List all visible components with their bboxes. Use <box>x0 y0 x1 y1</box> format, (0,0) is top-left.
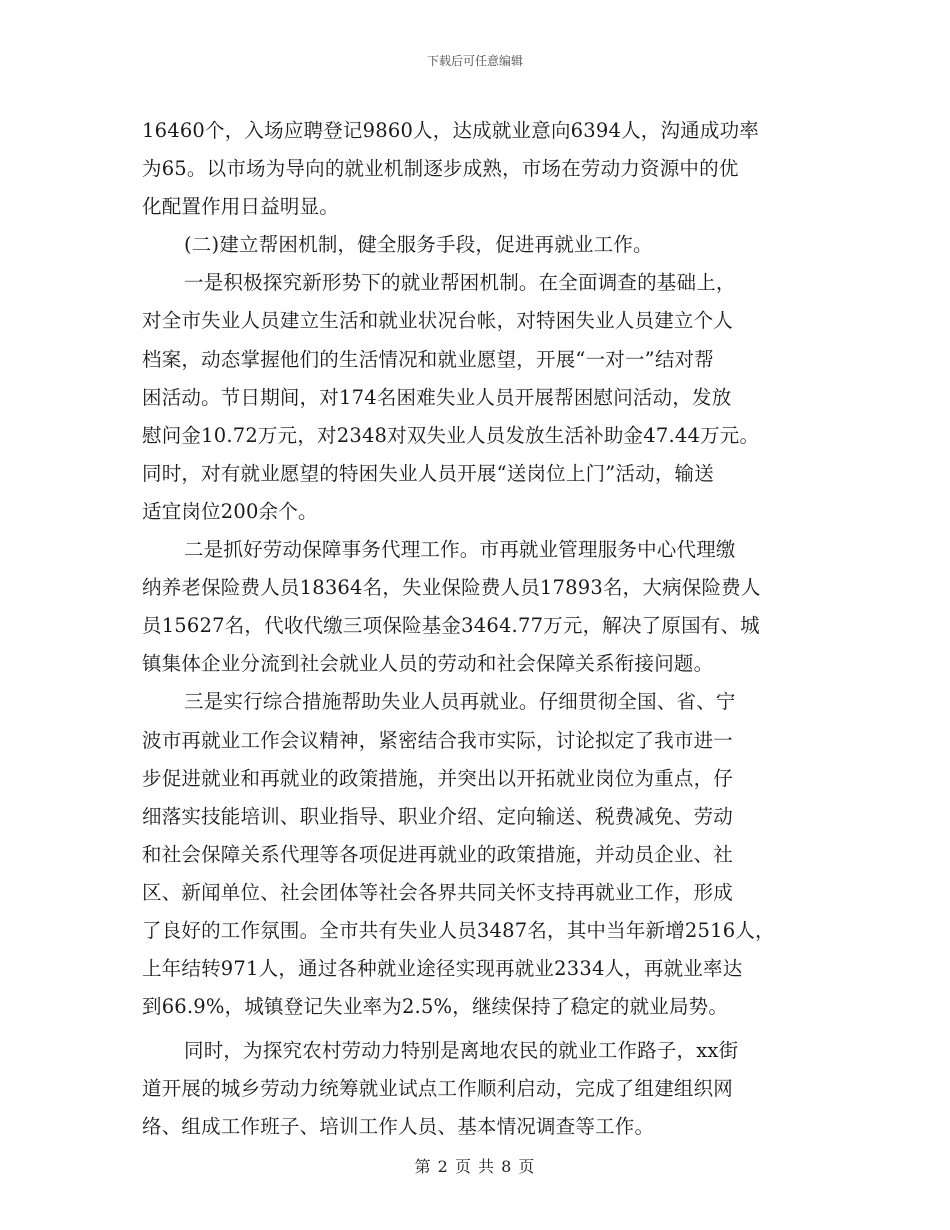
text-line: 区、新闻单位、社会团体等社会各界共同关怀支持再就业工作，形成 <box>142 880 734 904</box>
page-header: 下载后可任意编辑 <box>426 54 523 68</box>
text-line: 道开展的城乡劳动力统筹就业试点工作顺利启动，完成了组建组织网 <box>142 1077 734 1101</box>
text-line: 步促进就业和再就业的政策措施，并突出以开拓就业岗位为重点，仔 <box>142 766 734 790</box>
text-line: 化配置作用日益明显。 <box>142 195 340 219</box>
text-line: 对全市失业人员建立生活和就业状况台帐，对特困失业人员建立个人 <box>142 309 734 333</box>
text-line: 为65。以市场为导向的就业机制逐步成熟，市场在劳动力资源中的优 <box>142 157 739 181</box>
text-line: 细落实技能培训、职业指导、职业介绍、定向输送、税费减免、劳动 <box>142 804 734 828</box>
text-line: 了良好的工作氛围。全市共有失业人员3487名，其中当年新增2516人， <box>142 918 775 942</box>
document-body <box>142 112 842 1147</box>
text-line: 同时，为探究农村劳动力特别是离地农民的就业工作路子，xx街 <box>184 1039 739 1063</box>
page-footer: 第 2 页 共 8 页 <box>414 1157 536 1176</box>
text-line: 二是抓好劳动保障事务代理工作。市再就业管理服务中心代理缴 <box>184 538 736 562</box>
text-line: 和社会保障关系代理等各项促进再就业的政策措施，并动员企业、社 <box>142 842 734 866</box>
text-line: 镇集体企业分流到社会就业人员的劳动和社会保障关系衔接问题。 <box>142 652 714 676</box>
text-line: 一是积极探究新形势下的就业帮困机制。在全面调查的基础上， <box>184 271 736 295</box>
text-line: 适宜岗位200余个。 <box>142 499 318 523</box>
text-line: 16460个，入场应聘登记9860人，达成就业意向6394人，沟通成功率 <box>142 119 759 142</box>
text-line: 员15627名，代收代缴三项保险基金3464.77万元，解决了原国有、城 <box>142 614 760 638</box>
text-line: 络、组成工作班子、培训工作人员、基本情况调查等工作。 <box>142 1115 655 1139</box>
text-line: 纳养老保险费人员18364名，失业保险费人员17893名，大病保险费人 <box>142 576 761 600</box>
text-line: 同时，对有就业愿望的特困失业人员开展“送岗位上门”活动，输送 <box>142 461 714 485</box>
text-line: 波市再就业工作会议精神，紧密结合我市实际，讨论拟定了我市进一 <box>142 728 734 752</box>
text-line: 档案，动态掌握他们的生活情况和就业愿望，开展“一对一”结对帮 <box>142 347 714 371</box>
text-line: 困活动。节日期间，对174名困难失业人员开展帮困慰问活动，发放 <box>142 385 732 409</box>
text-line: 上年结转971人，通过各种就业途径实现再就业2334人，再就业率达 <box>142 957 743 981</box>
text-line: 到66.9%，城镇登记失业率为2.5%，继续保持了稳定的就业局势。 <box>142 995 729 1019</box>
text-line: (二)建立帮困机制，健全服务手段，促进再就业工作。 <box>184 233 653 257</box>
text-line: 三是实行综合措施帮助失业人员再就业。仔细贯彻全国、省、宁 <box>184 690 736 714</box>
text-line: 慰问金10.72万元，对2348对双失业人员发放生活补助金47.44万元。 <box>142 423 760 447</box>
